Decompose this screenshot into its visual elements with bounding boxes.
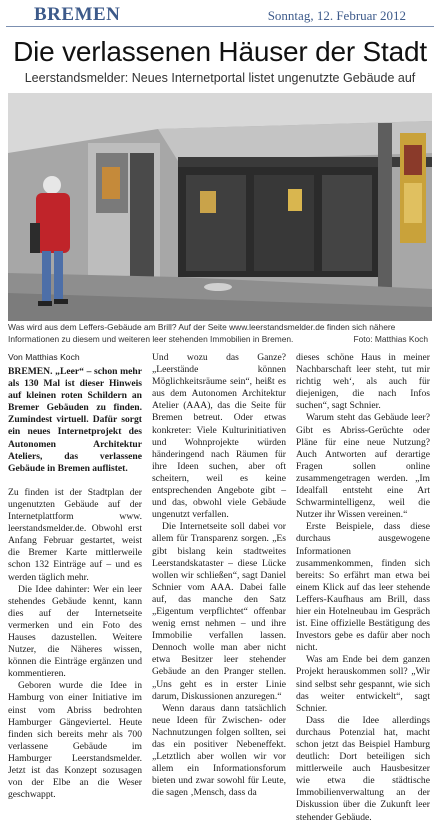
body-paragraph: Dass die Idee allerdings durchaus Potenzial hat, macht schon jetzt das Beispiel Hamburg deutlich: Dort beteiligen sich mittlerweile auch Hausbesitzer wie etwa die städtische Immobilienverwaltung an der Diskussion über die Zukunft leer stehender Gebäude. xyxy=(296,714,430,823)
article-byline: Von Matthias Koch xyxy=(8,352,80,362)
page-header xyxy=(6,2,434,27)
body-paragraph: Erste Beispiele, dass diese durchaus ausgewogene Informationen zusammenkommen, finden sich bereits: So erfährt man etwa bei einem Klick auf das leer stehende Leffers-Kaufhaus am Brill, dass hier ein Hotelneubau im Gespräch ist. Eine offizielle Bestätigung des Investors gebe es dafür aber noch nicht. xyxy=(296,521,430,654)
body-paragraph: Was am Ende bei dem ganzen Projekt herauskommen soll? „Wir sind selbst sehr gespannt, wie sich das weiter entwickelt“, sagt Schnier. xyxy=(296,654,430,714)
issue-date: Sonntag, 12. Februar 2012 xyxy=(267,8,406,23)
photo-illustration xyxy=(8,93,432,321)
body-paragraph: Geboren wurde die Idee in Hamburg von einer Initiative im einst vom Abriss bedrohten Hamburger Gängeviertel. Heute finden sich bereits mehr als 700 verlassene Gebäude im Hamburger Leerstandsmelder. Jetzt ist das Konzept sozusagen von der Elbe an die Weser geschwappt. xyxy=(8,680,142,801)
lead-paragraph: BREMEN. „Leer“ – schon mehr als 130 Mal ist dieser Hinweis auf kleinen roten Schildern an Bremer Gebäuden zu finden. Zumindest virtuell. Dafür sorgt ein neues Internetprojekt des Autonomen Architektur Ateliers, das verlassene Gebäude in Bremen auflistet. xyxy=(8,366,142,474)
body-paragraph: dieses schöne Haus in meiner Nachbarschaft leer steht, tut mir richtig weh‘, als auch für diejenigen, die nach Infos suchen“, sagt Schnier. xyxy=(296,352,430,412)
article-column-2 xyxy=(152,352,286,799)
article-column-3 xyxy=(296,352,430,824)
body-paragraph: Die Idee dahinter: Wer ein leer stehendes Gebäude kennt, kann dies auf der Internetseite vermerken und ein Foto des Hauses dazustellen. Weitere Nutzer, die Näheres wissen, können die Einträge ergänzen und kommentieren. xyxy=(8,583,142,680)
article-column-1 xyxy=(8,366,142,801)
body-paragraph: Und wozu das Ganze? „Leerstände können Möglichkeitsräume sein“, heißt es aus dem Autonomen Architektur Atelier (AAA), das die Seite für Bremen betreut. Oder etwas konkreter: Viele Kulturinitiativen und Wohnprojekte würden händeringend nach Räumen für ihre Ideen suchen, aber oft scheitern, weil es keine entsprechenden Angebote gibt – und das, obwohl viele Gebäude ungenutzt verfallen. xyxy=(152,352,286,521)
article-photo xyxy=(8,93,432,321)
caption-text: Was wird aus dem Leffers-Gebäude am Brill? Auf der Seite www.leerstandsmelder.de finden sich nähere Informationen zu diesem und weiteren leer stehenden Immobilien in Bremen. xyxy=(8,322,396,344)
body-paragraph: Die Internetseite soll dabei vor allem für Transparenz sorgen. „Es gibt bislang kein stadtweites Leerstandskataster – diese Lücke wollen wir schließen“, sagt Daniel Schnier vom AAA. Dabei falle auf, das manche den Satz „Eigentum verpflichtet“ offenbar wenig ernst nehmen – und ihre Immobilie verfallen lassen. Dennoch wolle man aber nicht etwa Besitzer leer stehender Gebäude an den Pranger stellen. „Uns geht es in erster Linie darum, Diskussionen anzuregen.“ xyxy=(152,521,286,702)
article-subhead: Leerstandsmelder: Neues Internetportal listet ungenutzte Gebäude auf xyxy=(24,71,416,85)
body-paragraph: Wenn daraus dann tatsächlich neue Ideen für Zwischen- oder Nachnutzungen folgen sollten, sei das ein positiver Nebeneffekt. „Letztlich aber wollen wir vor allem ein Informationsforum bieten und zwar sowohl für Leute, die sagen ‚Mensch, dass da xyxy=(152,702,286,799)
photo-credit: Foto: Matthias Koch xyxy=(353,333,428,344)
body-paragraph: Zu finden ist der Stadtplan der ungenutzten Gebäude auf der Internetplattform www. leerstandsmelder.de. Obwohl erst Anfang Februar gestartet, weist die Bremer Karte mittlerweile schon 132 Einträge auf – und es werden täglich mehr. xyxy=(8,486,142,583)
section-title: BREMEN xyxy=(34,4,121,25)
article-headline: Die verlassenen Häuser der Stadt xyxy=(13,36,427,67)
photo-caption xyxy=(8,322,428,345)
body-paragraph: Warum steht das Gebäude leer? Gibt es Abriss-Gerüchte oder Pläne für eine neue Nutzung? Auch Antworten auf derartige Fragen sollen online zusammengetragen werden. „Im Idealfall entsteht eine Art Schwarmintelligenz, weil die Nutzer ihr Wissen vereinen.“ xyxy=(296,412,430,521)
